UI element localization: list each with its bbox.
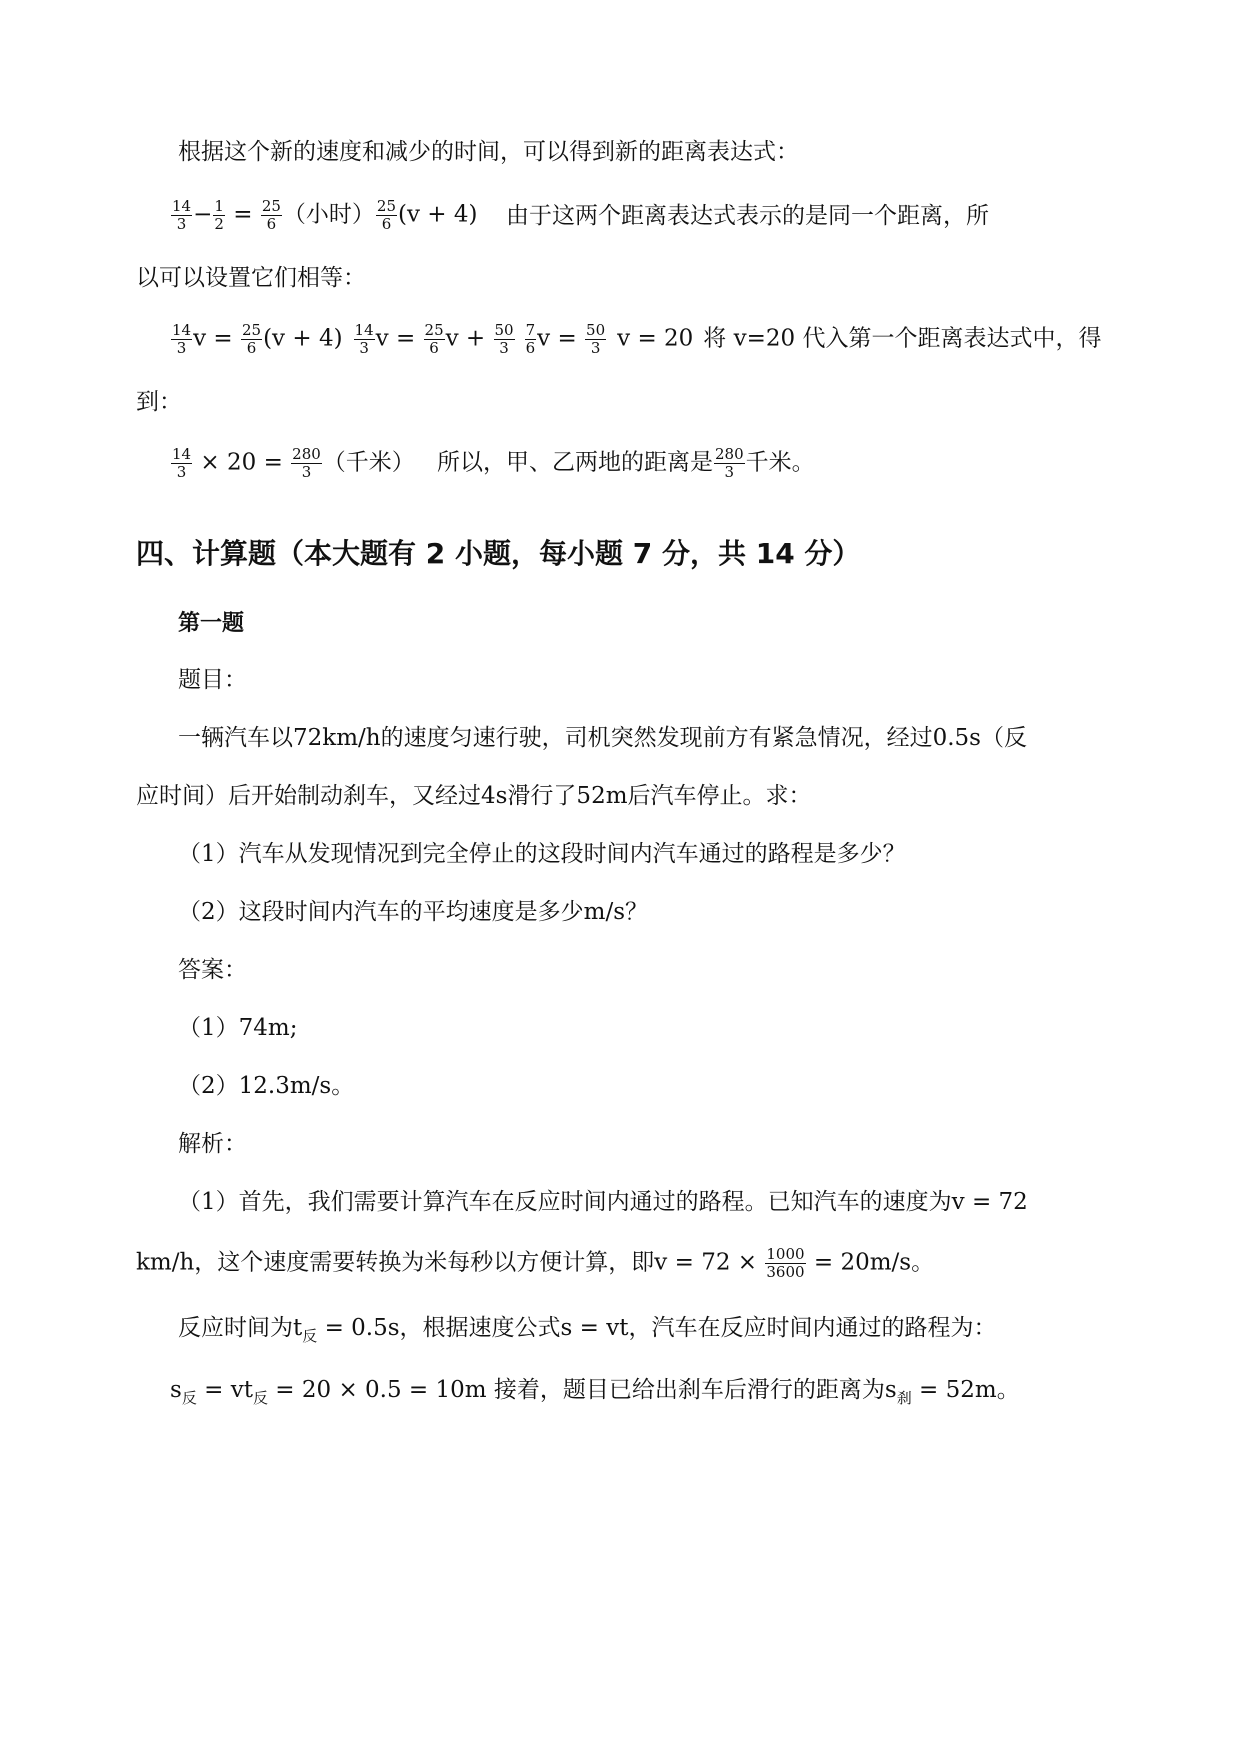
question-title: 第一题 bbox=[178, 611, 245, 636]
answer-1: （1）74m; bbox=[178, 1015, 298, 1041]
fraction: $\frac{50}{3}$ bbox=[586, 321, 606, 357]
fraction: $\frac{50}{3}$ bbox=[494, 321, 514, 357]
fraction: $\frac{14}{3}$ bbox=[172, 197, 192, 233]
equation-line-3-text: 所以，甲、乙两地的距离是 $\frac{280}{3}$ 千米。 bbox=[437, 445, 815, 481]
analysis-line-2: km/h，这个速度需要转换为米每秒以方便计算，即v = 72 × $\frac{1000}{3600}$ = 20m/s。 bbox=[136, 1245, 935, 1281]
equation-line-2: $\frac{14}{3}$ v = $\frac{25}{6}$ (v + 4) $\frac{14}{3}$ v = $\frac{25}{6}$ v + $\frac{50}{3}$ $\frac{7}{6}$ v = $\frac{50}{3}$ v = 20 将 v=20 代入第一个距离表达式中，得 bbox=[172, 321, 1102, 357]
equation-line-3: $\frac{14}{3}$ × 20 = $\frac{280}{3}$ （千米） bbox=[172, 445, 415, 481]
fraction: $\frac{14}{3}$ bbox=[172, 445, 192, 481]
fraction: $\frac{25}{6}$ bbox=[424, 321, 444, 357]
question-text-line-1: 一辆汽车以72km/h的速度匀速行驶，司机突然发现前方有紧急情况，经过0.5s（反 bbox=[178, 725, 1027, 751]
question-label: 题目： bbox=[178, 667, 247, 693]
fraction: $\frac{25}{6}$ bbox=[241, 321, 262, 357]
analysis-label: 解析： bbox=[178, 1131, 247, 1157]
fraction: $\frac{280}{3}$ bbox=[292, 445, 321, 481]
equation-line-1: $\frac{14}{3}$ − $\frac{1}{2}$ = $\frac{25}{6}$ （小时） $\frac{25}{6}$ (v + 4) bbox=[172, 197, 478, 233]
section-heading: 四、计算题（本大题有 2 小题，每小题 7 分，共 14 分） bbox=[136, 537, 861, 570]
paragraph-set-equal: 以可以设置它们相等： bbox=[136, 265, 366, 291]
fraction: $\frac{1000}{3600}$ bbox=[766, 1245, 805, 1281]
analysis-line-4: $s_反 = vt_反 = 20 \times 0.5 = 10m$ 接着，题目已给出刹车后滑行的距离为$s_刹 = 52m$。 bbox=[170, 1377, 1020, 1407]
fraction: $\frac{14}{3}$ bbox=[172, 321, 192, 357]
answer-2: （2）12.3m/s。 bbox=[178, 1073, 355, 1099]
sub-question-1: （1）汽车从发现情况到完全停止的这段时间内汽车通过的路程是多少？ bbox=[178, 841, 906, 867]
fraction: $\frac{280}{3}$ bbox=[715, 445, 744, 481]
fraction: $\frac{25}{6}$ bbox=[376, 197, 397, 233]
equation-line-1-text: 由于这两个距离表达式表示的是同一个距离，所 bbox=[506, 203, 989, 229]
fraction: $\frac{25}{6}$ bbox=[261, 197, 281, 233]
analysis-line-1: （1）首先，我们需要计算汽车在反应时间内通过的路程。已知汽车的速度为v = 72 bbox=[178, 1189, 1028, 1215]
paragraph-obtain: 到： bbox=[136, 389, 182, 415]
analysis-line-3: 反应时间为$t_反 = 0.5s$，根据速度公式s = vt，汽车在反应时间内通过的路程为： bbox=[178, 1315, 997, 1345]
answer-label: 答案： bbox=[178, 957, 247, 983]
paragraph-new-distance: 根据这个新的速度和减少的时间，可以得到新的距离表达式： bbox=[178, 139, 799, 165]
question-text-line-2: 应时间）后开始制动刹车，又经过4s滑行了52m后汽车停止。求： bbox=[136, 783, 812, 809]
sub-question-2: （2）这段时间内汽车的平均速度是多少m/s？ bbox=[178, 899, 648, 925]
fraction: $\frac{7}{6}$ bbox=[525, 321, 536, 357]
fraction: $\frac{14}{3}$ bbox=[354, 321, 374, 357]
fraction: $\frac{1}{2}$ bbox=[214, 197, 224, 233]
